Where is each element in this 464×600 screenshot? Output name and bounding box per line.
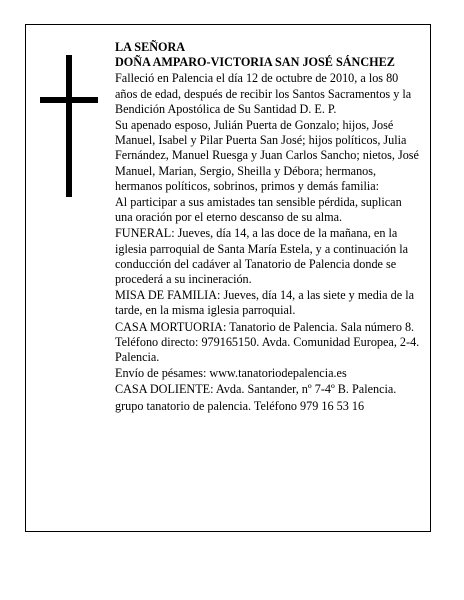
condolences-website: Envío de pésames: www.tanatoriodepalencia.es — [115, 366, 347, 381]
notice-text — [115, 40, 421, 414]
cross-icon — [40, 55, 98, 197]
cross-vertical-bar — [66, 55, 72, 197]
funeral-home-info: CASA MORTUORIA: Tanatorio de Palencia. Sala número 8. Teléfono directo: 979165150. Avda. Comunidad Europea, 2-4. Palencia. — [115, 319, 420, 365]
death-announcement: Falleció en Palencia el día 12 de octubre de 2010, a los 80 años de edad, después de recibir los Santos Sacramentos y la Bendición Apostólica de Su Santidad D. E. P. — [115, 71, 412, 116]
prayer-request: Al participar a sus amistades tan sensible pérdida, suplican una oración por el eterno descanso de su alma. — [115, 195, 402, 225]
funeral-group-contact: grupo tanatorio de palencia. Teléfono 979 16 53 16 — [115, 398, 365, 413]
mourning-house-info: CASA DOLIENTE: Avda. Santander, nº 7-4º B. Palencia. — [115, 382, 397, 397]
family-mass-info: MISA DE FAMILIA: Jueves, día 14, a las siete y media de la tarde, en la misma iglesia parroquial. — [115, 288, 414, 318]
cross-horizontal-bar — [40, 97, 98, 103]
funeral-info: FUNERAL: Jueves, día 14, a las doce de la mañana, en la iglesia parroquial de Santa María Estela, y a continuación la conducción del cadáver al Tanatorio de Palencia donde se procederá a su incineración. — [115, 226, 409, 287]
obituary-notice — [25, 24, 431, 532]
deceased-name: DOÑA AMPARO-VICTORIA SAN JOSÉ SÁNCHEZ — [115, 55, 395, 70]
deceased-title: LA SEÑORA — [115, 40, 186, 54]
family-list: Su apenado esposo, Julián Puerta de Gonzalo; hijos, José Manuel, Isabel y Pilar Puerta San José; hijos políticos, Julia Fernández, Manuel Ruesga y Juan Carlos Sancho; nietos, José Manuel, Marian, Sergio, Sheilla y Débora; hermanos, hermanos políticos, sobrinos, primos y demás familia: — [115, 118, 419, 193]
